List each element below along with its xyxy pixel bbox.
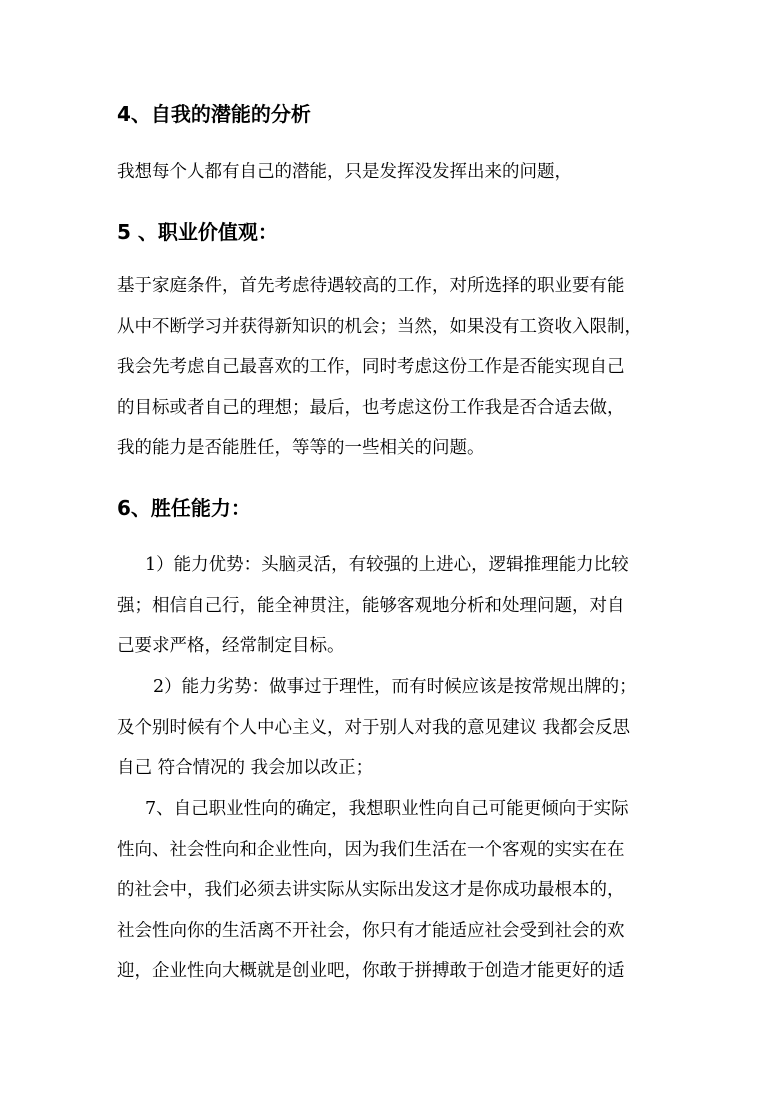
paragraph-line: 的社会中，我们必须去讲实际从实际出发这才是你成功最根本的， — [117, 880, 625, 900]
paragraph-line: 我会先考虑自己最喜欢的工作，同时考虑这份工作是否能实现自己 — [117, 357, 625, 377]
section-4-heading: 4、自我的潜能的分析 — [117, 102, 311, 126]
paragraph-line: 社会性向你的生活离不开社会，你只有才能适应社会受到社会的欢 — [117, 920, 625, 941]
section-6-heading: 6、胜任能力： — [117, 496, 251, 520]
paragraph-line: 我的能力是否能胜任，等等的一些相关的问题。 — [117, 438, 485, 458]
section-4-paragraph — [117, 152, 659, 193]
paragraph-line: 1）能力优势：头脑灵活，有较强的上进心，逻辑推理能力比较 — [145, 555, 629, 575]
paragraph-line: 及个别时候有个人中心主义，对于别人对我的意见建议 我都会反思 — [117, 717, 631, 738]
ability-disadvantage-paragraph — [117, 667, 659, 789]
section-7-paragraph — [117, 789, 659, 992]
ability-advantage-paragraph — [117, 545, 659, 667]
paragraph-line: 的目标或者自己的理想；最后，也考虑这份工作我是否合适去做， — [117, 397, 625, 418]
paragraph-line: 性向、社会性向和企业性向，因为我们生活在一个客观的实实在在 — [117, 839, 625, 860]
paragraph-line: 我想每个人都有自己的潜能，只是发挥没发挥出来的问题， — [117, 162, 572, 182]
paragraph-line: 迎，企业性向大概就是创业吧，你敢于拼搏敢于创造才能更好的适 — [117, 961, 625, 981]
paragraph-line: 7、自己职业性向的确定，我想职业性向自己可能更倾向于实际 — [145, 799, 629, 819]
section-5-paragraph — [117, 266, 659, 469]
paragraph-line: 自己 符合情况的 我会加以改正； — [117, 758, 374, 778]
paragraph-line: 从中不断学习并获得新知识的机会；当然，如果没有工资收入限制， — [117, 316, 642, 337]
paragraph-line: 基于家庭条件，首先考虑待遇较高的工作，对所选择的职业要有能 — [117, 276, 625, 296]
paragraph-line: 2）能力劣势：做事过于理性，而有时候应该是按常规出牌的； — [153, 677, 637, 697]
paragraph-line: 强；相信自己行，能全神贯注，能够客观地分析和处理问题，对自 — [117, 595, 625, 616]
paragraph-line: 己要求严格，经常制定目标。 — [117, 636, 345, 656]
section-5-heading: 5 、职业价值观： — [117, 220, 278, 244]
